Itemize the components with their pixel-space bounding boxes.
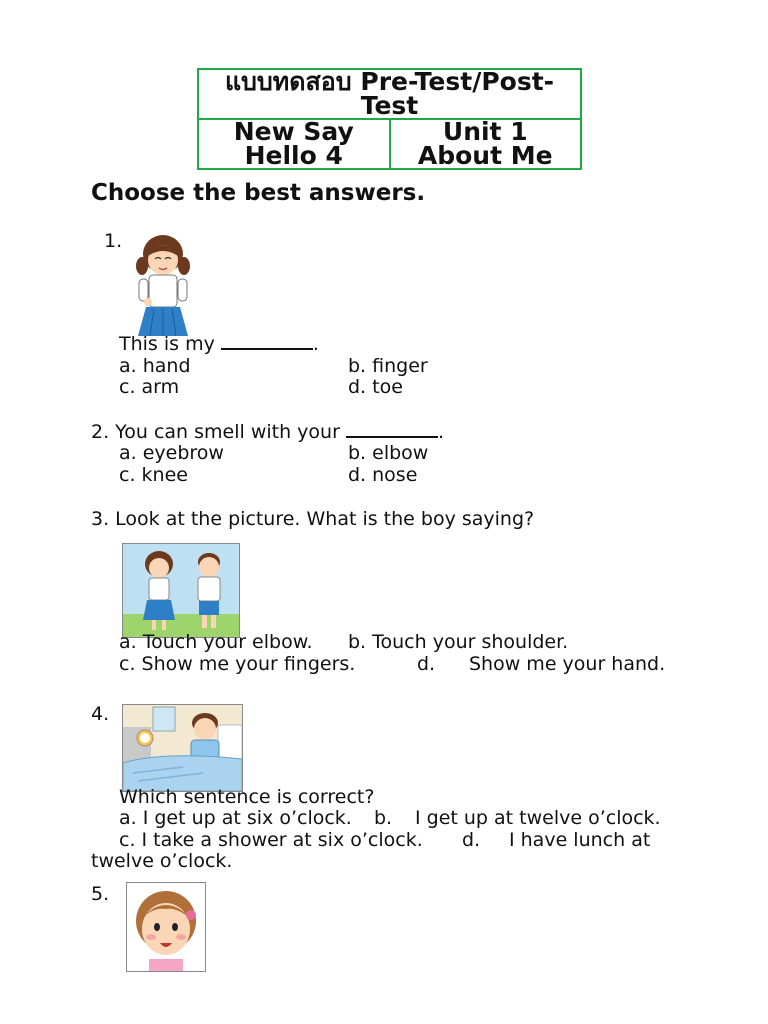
header-title-cell — [198, 69, 581, 119]
q4-option-c: c. I take a shower at six o’clock. — [119, 829, 423, 851]
q5-girl-face-illustration — [126, 882, 206, 972]
q3-option-b: b. Touch your shoulder. — [348, 631, 569, 653]
q5-number: 5. — [91, 883, 110, 905]
header-title: Pre-Test/Post-Test — [360, 67, 555, 120]
q1-option-b: b. finger — [348, 355, 428, 377]
q2-answer-blank — [346, 421, 438, 438]
q3-stem: 3. Look at the picture. What is the boy saying? — [91, 508, 535, 530]
q3-option-a: a. Touch your elbow. — [119, 631, 313, 653]
q1-stem-suffix: . — [312, 333, 319, 355]
q1-stem — [119, 333, 319, 355]
header-unit-cell — [390, 119, 582, 169]
q2-option-d: d. nose — [348, 464, 418, 486]
q2-option-b: b. elbow — [348, 442, 429, 464]
header-book-line1: New Say — [233, 117, 354, 146]
header-title-thai: แบบทดสอบ — [224, 67, 352, 96]
q4-option-d: I have lunch at — [509, 829, 651, 851]
q2-option-c: c. knee — [119, 464, 188, 486]
q2-stem — [91, 421, 444, 443]
q2-stem-prefix: 2. You can smell with your — [91, 421, 340, 443]
header-book-cell — [198, 119, 390, 169]
q4-option-a: a. I get up at six o’clock. — [119, 807, 352, 829]
header-unit-line1: Unit 1 — [442, 117, 528, 146]
q4-option-b-letter: b. — [374, 807, 393, 829]
q1-answer-blank — [221, 333, 313, 350]
q4-stem: Which sentence is correct? — [119, 786, 375, 808]
q3-option-d: Show me your hand. — [469, 653, 666, 675]
q1-girl-illustration — [130, 232, 196, 340]
q1-stem-prefix: This is my — [119, 333, 215, 355]
q4-bedroom-illustration — [122, 704, 243, 792]
header-book-line2: Hello 4 — [244, 141, 343, 170]
q1-option-d: d. toe — [348, 376, 403, 398]
q2-stem-suffix: . — [437, 421, 444, 443]
header-table — [197, 68, 582, 170]
q4-number: 4. — [91, 703, 110, 725]
q1-option-c: c. arm — [119, 376, 180, 398]
q4-option-d-letter: d. — [462, 829, 481, 851]
header-unit-line2: About Me — [417, 141, 553, 170]
q2-option-a: a. eyebrow — [119, 442, 224, 464]
q3-option-c: c. Show me your fingers. — [119, 653, 356, 675]
q3-children-illustration — [122, 543, 240, 638]
q1-option-a: a. hand — [119, 355, 191, 377]
q4-option-b: I get up at twelve o’clock. — [415, 807, 661, 829]
q3-option-d-letter: d. — [417, 653, 436, 675]
q4-option-d-continued: twelve o’clock. — [91, 850, 233, 872]
q1-number: 1. — [104, 230, 123, 252]
instruction: Choose the best answers. — [91, 180, 426, 206]
